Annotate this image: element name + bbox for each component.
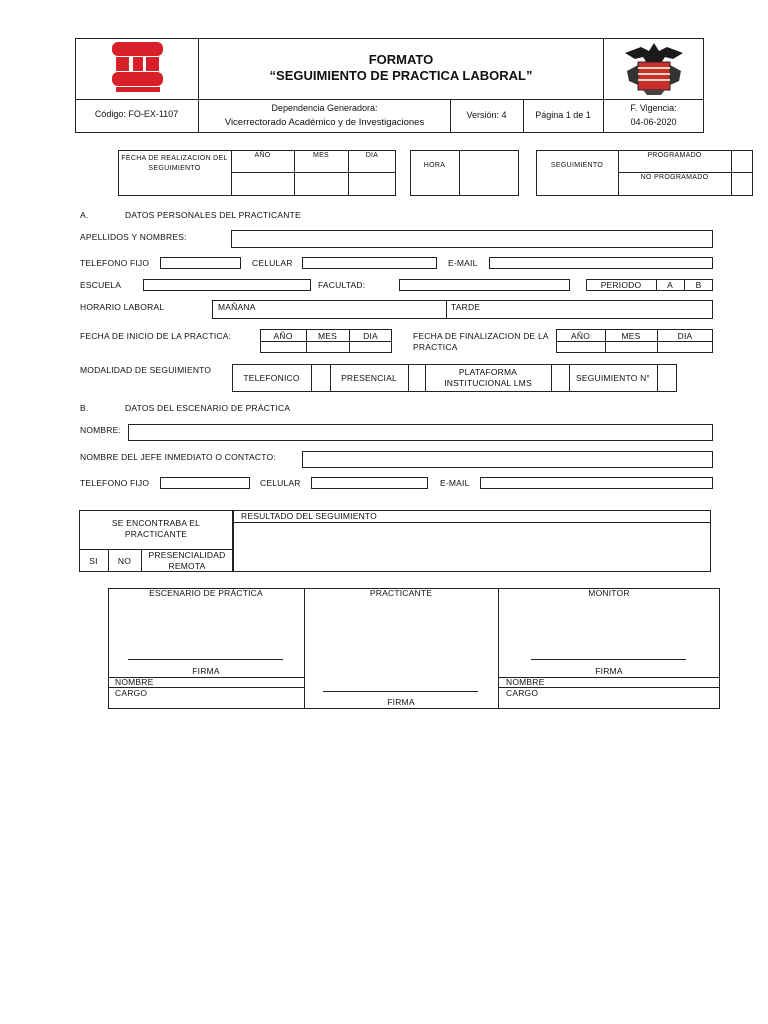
section-a-title: DATOS PERSONALES DEL PRACTICANTE: [125, 210, 301, 220]
period-label: PERIODO: [600, 280, 642, 290]
university-logo-icon: [110, 40, 165, 93]
phone-mode-label: TELEFONICO: [243, 373, 300, 383]
platform-label-2: INSTITUCIONAL LMS: [444, 378, 532, 388]
scenario-signature-label: FIRMA: [192, 666, 220, 676]
scenario-email-field[interactable]: [480, 477, 713, 489]
followup-number-label: SEGUIMIENTO N°: [575, 373, 651, 383]
school-label: ESCUELA: [80, 280, 122, 290]
found-label-2: PRACTICANTE: [124, 529, 188, 539]
phone-mode-checkbox[interactable]: [312, 365, 330, 391]
monitor-name-row[interactable]: NOMBRE: [506, 677, 545, 687]
names-label: APELLIDOS Y NOMBRES:: [80, 232, 187, 242]
form-code: Código: FO-EX-1107: [94, 109, 179, 119]
eagle-crest-icon: [621, 41, 687, 96]
start-day-header: DIA: [363, 331, 378, 341]
scenario-role-row[interactable]: CARGO: [115, 688, 148, 698]
monitor-signature-label: FIRMA: [595, 666, 623, 676]
year-header: AÑO: [254, 152, 271, 159]
boss-field[interactable]: [302, 451, 713, 468]
scenario-name-label: NOMBRE:: [80, 425, 122, 435]
date-year-input[interactable]: [232, 173, 294, 195]
header-divider: [75, 99, 704, 100]
modality-label: MODALIDAD DE SEGUIMIENTO: [80, 365, 212, 375]
platform-label: PLATAFORMA: [458, 367, 518, 377]
yes-option[interactable]: SI: [89, 556, 98, 566]
date-label: FECHA DE REALIZACION DEL SEGUIMIENTO: [121, 155, 228, 172]
table-divider: [260, 341, 392, 342]
scenario-signature-area[interactable]: [109, 600, 304, 658]
dependency-value: Vicerrectorado Académico y de Investigaciones: [224, 117, 425, 128]
scenario-signature-header: ESCENARIO DE PRÁCTICA: [149, 588, 263, 598]
signature-line: [531, 659, 686, 660]
faculty-label: FACULTAD:: [318, 280, 366, 290]
monitor-signature-header: MONITOR: [588, 588, 630, 598]
scenario-phone-field[interactable]: [160, 477, 250, 489]
remote-option[interactable]: PRESENCIALIDAD: [148, 550, 226, 560]
section-b-letter: B.: [80, 403, 89, 413]
end-date-label-2: PRACTICA: [413, 342, 458, 352]
programmed-label: PROGRAMADO: [647, 152, 702, 159]
validity-label: F. Vigencia:: [630, 103, 677, 113]
no-option[interactable]: NO: [117, 556, 132, 566]
platform-checkbox[interactable]: [552, 365, 569, 391]
end-year-header: AÑO: [570, 331, 591, 341]
school-field[interactable]: [143, 279, 311, 291]
not-programmed-label: NO PROGRAMADO: [640, 174, 709, 181]
table-divider: [446, 300, 447, 319]
intern-signature-area[interactable]: [305, 600, 498, 690]
intern-signature-label: FIRMA: [387, 697, 415, 707]
phone-label: TELEFONO FIJO: [80, 258, 150, 268]
start-date-label: FECHA DE INICIO DE LA PRACTICA:: [80, 331, 232, 341]
boss-label: NOMBRE DEL JEFE INMEDIATO O CONTACTO:: [80, 452, 276, 462]
version: Versión: 4: [466, 110, 507, 120]
phone-field[interactable]: [160, 257, 241, 269]
page-number: Página 1 de 1: [535, 110, 591, 120]
scenario-mobile-label: CELULAR: [260, 478, 301, 488]
scenario-phone-label: TELEFONO FIJO: [80, 478, 150, 488]
period-b-option[interactable]: B: [695, 280, 702, 290]
scenario-email-label: E-MAIL: [440, 478, 470, 488]
programmed-checkbox[interactable]: [732, 151, 752, 172]
not-programmed-checkbox[interactable]: [732, 173, 752, 195]
email-field[interactable]: [489, 257, 713, 269]
signature-line: [128, 659, 283, 660]
date-month-input[interactable]: [295, 173, 348, 195]
day-header: DIA: [365, 152, 379, 159]
date-day-input[interactable]: [349, 173, 396, 195]
end-date-label: FECHA DE FINALIZACION DE LA: [413, 331, 549, 341]
afternoon-field[interactable]: TARDE: [451, 302, 481, 312]
in-person-checkbox[interactable]: [409, 365, 425, 391]
end-month-header: MES: [621, 331, 641, 341]
dependency-label: Dependencia Generadora:: [271, 103, 378, 113]
start-month-header: MES: [317, 331, 338, 341]
followup-number-input[interactable]: [658, 365, 677, 391]
section-a-letter: A.: [80, 210, 89, 220]
scenario-mobile-field[interactable]: [311, 477, 428, 489]
validity-date: 04-06-2020: [630, 117, 677, 127]
signature-line: [323, 691, 478, 692]
month-header: MES: [312, 152, 330, 159]
faculty-field[interactable]: [399, 279, 570, 291]
result-textarea[interactable]: [234, 523, 710, 571]
mobile-label: CELULAR: [252, 258, 293, 268]
monitor-signature-area[interactable]: [499, 600, 720, 658]
morning-field[interactable]: MAÑANA: [218, 302, 256, 312]
schedule-label: HORARIO LABORAL: [80, 302, 165, 312]
result-title: RESULTADO DEL SEGUIMIENTO: [241, 511, 377, 521]
hour-input[interactable]: [460, 151, 518, 195]
hour-label: HORA: [423, 162, 446, 169]
names-field[interactable]: [231, 230, 713, 248]
mobile-field[interactable]: [302, 257, 437, 269]
start-year-header: AÑO: [273, 331, 293, 341]
found-label: SE ENCONTRABA EL: [111, 518, 201, 528]
form-title: FORMATO: [368, 52, 434, 67]
table-divider: [556, 341, 713, 342]
section-b-title: DATOS DEL ESCENARIO DE PRÁCTICA: [125, 403, 291, 413]
followup-label: SEGUIMIENTO: [550, 162, 604, 169]
email-label: E-MAIL: [448, 258, 478, 268]
monitor-role-row[interactable]: CARGO: [506, 688, 539, 698]
end-day-header: DIA: [677, 331, 693, 341]
in-person-label: PRESENCIAL: [341, 373, 397, 383]
period-a-option[interactable]: A: [667, 280, 673, 290]
scenario-name-row[interactable]: NOMBRE: [115, 677, 154, 687]
scenario-name-field[interactable]: [128, 424, 713, 441]
form-subtitle: “SEGUIMIENTO DE PRACTICA LABORAL”: [269, 68, 533, 83]
intern-signature-header: PRACTICANTE: [369, 588, 433, 598]
remote-option-2[interactable]: REMOTA: [168, 561, 206, 571]
